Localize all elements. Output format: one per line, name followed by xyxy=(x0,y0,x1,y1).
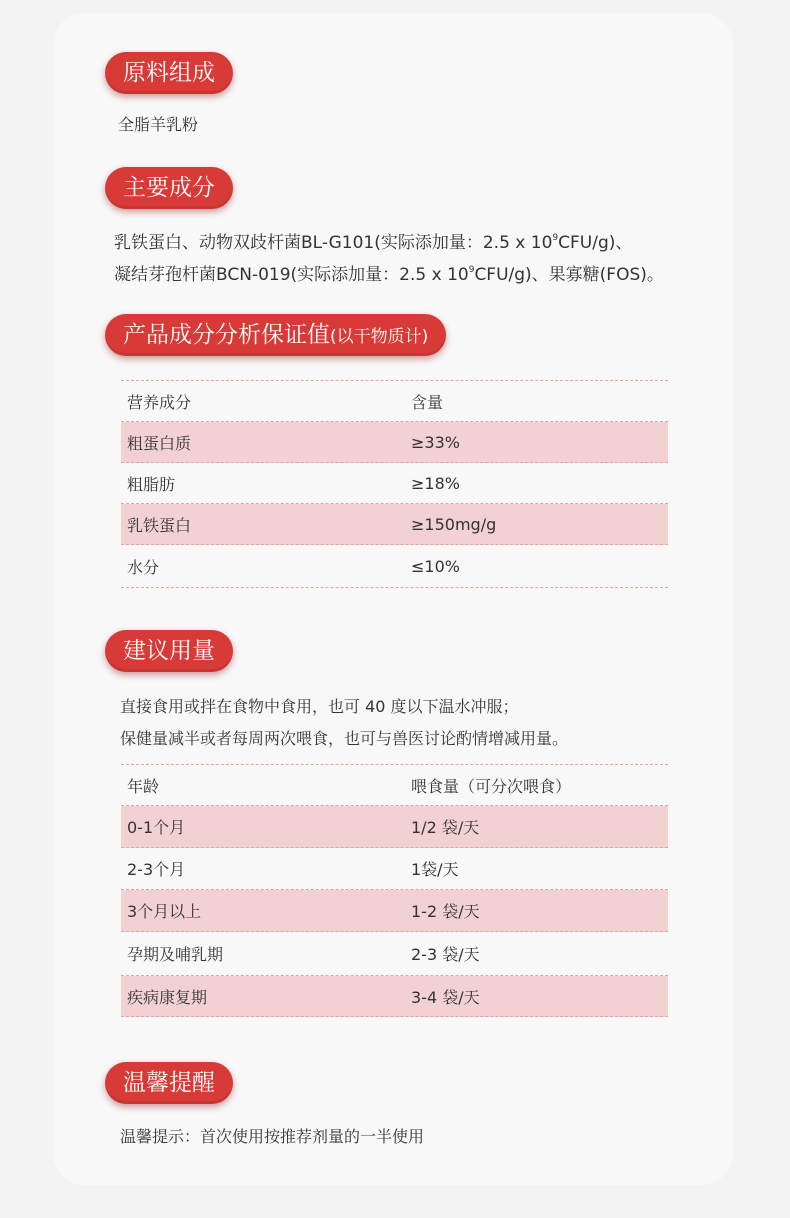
section-title-analysis: 产品成分分析保证值(以干物质计) xyxy=(105,314,446,356)
table-cell: 乳铁蛋白 xyxy=(127,515,192,535)
tips-text: 温馨提示：首次使用按推荐剂量的一半使用 xyxy=(120,1127,425,1146)
main-components-line-2: 凝结芽孢杆菌BCN-019(实际添加量：2.5 x $10^9CFU/g$)、果寡糖(FOS)。 xyxy=(114,265,664,285)
table-cell: 3-4 袋/天 xyxy=(411,987,480,1007)
table-row xyxy=(121,545,668,588)
table-header-cell: 喂食量（可分次喂食） xyxy=(411,776,572,796)
table-header-cell: 年龄 xyxy=(127,776,160,796)
table-cell: 水分 xyxy=(127,557,160,577)
section-title-tips: 温馨提醒 xyxy=(105,1062,233,1104)
table-cell: 粗脂肪 xyxy=(127,474,176,494)
table-row xyxy=(121,504,668,545)
section-title-dosage: 建议用量 xyxy=(105,630,233,672)
table-header-cell: 含量 xyxy=(411,392,444,412)
table-row xyxy=(121,932,668,976)
table-header-row xyxy=(121,765,668,806)
main-components-line-1: 乳铁蛋白、动物双歧杆菌BL-G101(实际添加量：2.5 x $10^9CFU/g$)、 xyxy=(114,233,633,253)
table-cell: 孕期及哺乳期 xyxy=(127,945,224,964)
dosage-line-2: 保健量减半或者每周两次喂食，也可与兽医讨论酌情增减用量。 xyxy=(120,729,569,748)
table-header-row xyxy=(121,381,668,422)
table-cell: ≥33% xyxy=(411,432,460,452)
table-cell: 1袋/天 xyxy=(411,860,459,879)
table-row xyxy=(121,890,668,932)
table-header-cell: 营养成分 xyxy=(127,392,192,412)
table-cell: 0-1个月 xyxy=(127,818,186,837)
section-title-main-components: 主要成分 xyxy=(105,167,233,209)
table-row xyxy=(121,848,668,890)
table-cell: ≥18% xyxy=(411,473,460,493)
table-cell: 粗蛋白质 xyxy=(127,433,192,453)
table-row xyxy=(121,806,668,848)
table-cell: 1/2 袋/天 xyxy=(411,818,480,837)
dosage-table xyxy=(121,764,668,1017)
section-title-ingredients: 原料组成 xyxy=(105,52,233,94)
table-cell: 2-3个月 xyxy=(127,860,186,879)
table-cell: 疾病康复期 xyxy=(127,987,208,1007)
ingredients-text: 全脂羊乳粉 xyxy=(118,115,199,134)
table-cell: ≥150mg/g xyxy=(411,514,497,534)
table-cell: 2-3 袋/天 xyxy=(411,945,480,964)
analysis-table xyxy=(121,380,668,588)
table-cell: ≤10% xyxy=(411,556,460,576)
table-row xyxy=(121,463,668,504)
dosage-line-1: 直接食用或拌在食物中食用，也可 40 度以下温水冲服； xyxy=(120,697,519,716)
table-cell: 1-2 袋/天 xyxy=(411,902,480,921)
table-row xyxy=(121,976,668,1017)
table-row xyxy=(121,422,668,463)
table-cell: 3个月以上 xyxy=(127,902,202,921)
